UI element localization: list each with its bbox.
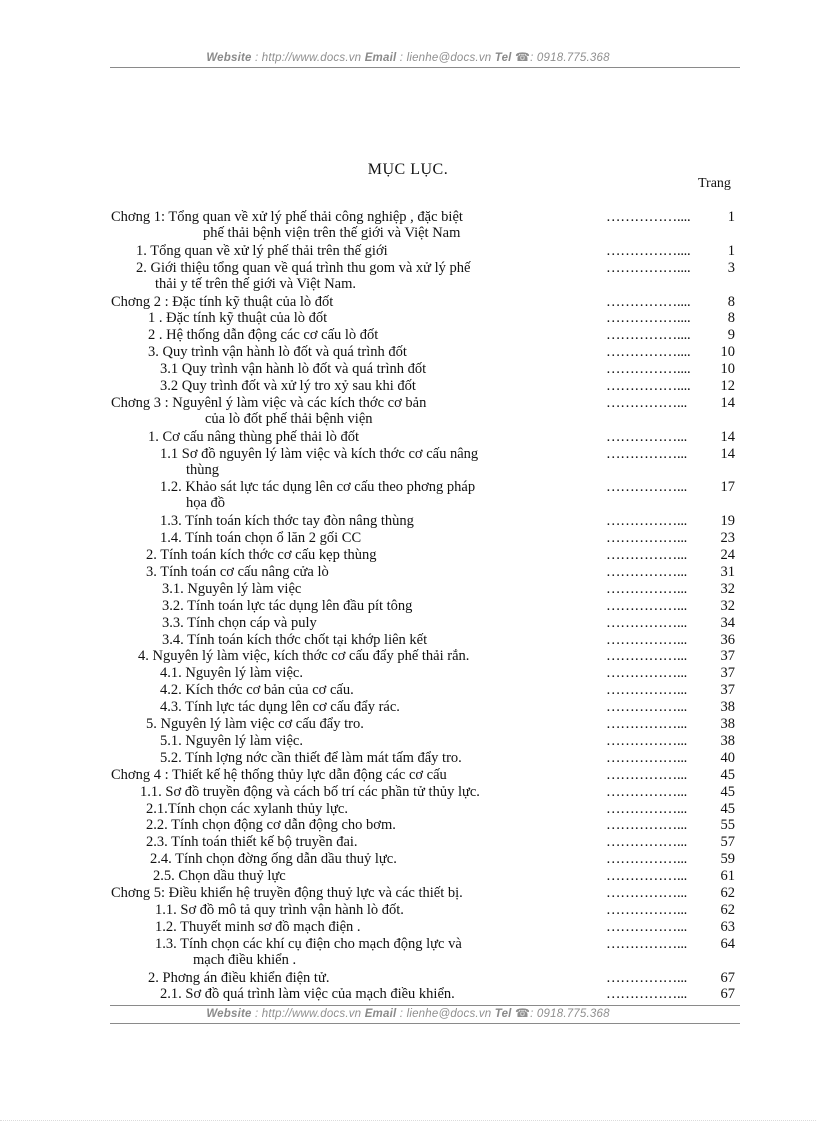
toc-entry-page-number: 59	[720, 851, 735, 868]
tel-label: Tel	[494, 52, 512, 64]
toc-entry-leader-dots: ……………...	[606, 394, 687, 411]
website-label: Website	[206, 52, 252, 64]
toc-entry-page-number: 14	[720, 394, 735, 411]
toc-entry-title-continued: của lò đốt phế thải bệnh viện	[205, 410, 373, 427]
toc-entry-title: Chơng 2 : Đặc tính kỹ thuật của lò đốt	[111, 293, 334, 310]
toc-entry-page-number: 40	[720, 749, 735, 766]
toc-entry-page-number: 45	[720, 800, 735, 817]
toc-entry-page-number: 37	[720, 648, 735, 665]
toc-entry-page-number: 32	[720, 580, 735, 597]
toc-entry-title: 2 . Hệ thống dẫn động các cơ cấu lò đốt	[148, 327, 379, 344]
toc-entry-page-number: 63	[720, 918, 735, 935]
toc-entry-leader-dots: ……………....	[606, 209, 691, 225]
toc-entry-page-number: 19	[720, 513, 735, 530]
toc-entry-page-number: 45	[720, 766, 735, 783]
toc-entry-leader-dots: ……………...	[606, 817, 687, 834]
toc-entry-title: 2. Tính toán kích thớc cơ cấu kẹp thùng	[146, 547, 377, 563]
toc-entry-title: 2.3. Tính toán thiết kế bộ truyền đai.	[146, 834, 358, 851]
website-url[interactable]: http://www.docs.vn	[261, 1008, 362, 1020]
toc-entry-page-number: 1	[727, 242, 735, 259]
toc-entry-leader-dots: ……………...	[606, 766, 687, 783]
toc-entry-title: 1. Cơ cấu nâng thùng phế thải lò đốt	[148, 428, 360, 445]
toc-entry-leader-dots: ……………...	[606, 597, 687, 614]
email-value[interactable]: lienhe@docs.vn	[406, 52, 492, 64]
toc-entry-title: 3. Quy trình vận hành lò đốt và quá trình đốt	[148, 344, 407, 361]
toc-entry-leader-dots: ……………....	[606, 259, 691, 276]
toc-entry-leader-dots: ……………....	[606, 293, 691, 310]
toc-entry-title: 2.5. Chọn dầu thuỷ lực	[153, 868, 286, 885]
toc-entry-title: 1.1 Sơ đồ nguyên lý làm việc và kích thớc cơ cấu nâng	[160, 445, 479, 462]
toc-entry-title: 1.2. Thuyết minh sơ đồ mạch điện .	[155, 918, 361, 935]
toc-entry-page-number: 8	[727, 310, 735, 327]
toc-entry-leader-dots: ……………...	[606, 868, 687, 885]
toc-entry-page-number: 55	[720, 817, 735, 834]
toc-entry-leader-dots: ……………...	[606, 732, 687, 749]
email-label: Email	[364, 1008, 397, 1020]
toc-entry-leader-dots: ……………....	[606, 242, 691, 259]
toc-entry-title: 3. Tính toán cơ cấu nâng cửa lò	[146, 563, 329, 580]
email-value[interactable]: lienhe@docs.vn	[406, 1008, 492, 1020]
toc-entry-page-number: 67	[720, 969, 735, 986]
toc-entry-leader-dots: ……………...	[606, 631, 687, 648]
toc-entry-page-number: 32	[720, 597, 735, 614]
toc-entry-title: 3.2 Quy trình đốt và xử lý tro xỷ sau khi đốt	[160, 378, 416, 394]
toc-entry-leader-dots: ……………...	[606, 800, 687, 817]
toc-entry-title: 1.1. Sơ đồ truyền động và cách bố trí các phần tử thủy lực.	[140, 783, 480, 800]
toc-entry-title: 1. Tổng quan về xử lý phế thải trên thế giới	[136, 242, 388, 259]
toc-entry-leader-dots: ……………...	[606, 834, 687, 851]
toc-entry-leader-dots: ……………...	[606, 682, 687, 699]
toc-entry-leader-dots: ……………...	[606, 716, 687, 732]
toc-entry-leader-dots: ……………...	[606, 918, 687, 935]
email-label: Email	[364, 52, 397, 64]
toc-entry-page-number: 45	[720, 783, 735, 800]
toc-entry-title: 5.1. Nguyên lý làm việc.	[160, 732, 303, 749]
toc-entry-leader-dots: ……………...	[606, 648, 687, 665]
toc-entry-leader-dots: ……………...	[606, 969, 687, 986]
toc-entry-title: 2. Giới thiệu tổng quan về quá trình thu gom và xử lý phế	[136, 259, 471, 276]
toc-entry-page-number: 57	[720, 834, 735, 851]
toc-entry-title: 3.3. Tính chọn cáp và puly	[162, 614, 317, 631]
page-edge-dots	[0, 1120, 816, 1121]
toc-entry-leader-dots: ……………....	[606, 361, 691, 378]
toc-entry-title: Chơng 3 : Nguyênl ý làm việc và các kích thớc cơ bản	[111, 394, 427, 411]
toc-entry-leader-dots: ……………...	[606, 699, 687, 716]
toc-entry-leader-dots: ……………....	[606, 378, 691, 394]
toc-entry-title: 5.2. Tính lợng nớc cần thiết để làm mát tấm đẩy tro.	[160, 749, 462, 766]
tel-value: : 0918.775.368	[530, 1008, 610, 1020]
toc-entry-page-number: 10	[720, 361, 735, 378]
toc-entry-title: 4.2. Kích thớc cơ bản của cơ cấu.	[160, 682, 354, 699]
toc-entry-page-number: 61	[720, 868, 735, 885]
toc-entry-leader-dots: ……………...	[606, 986, 687, 1003]
toc-entry-leader-dots: ……………...	[606, 935, 687, 952]
page-column-label: Trang	[698, 176, 731, 191]
toc-entry-title: 4. Nguyên lý làm việc, kích thớc cơ cấu đẩy phế thải rắn.	[138, 648, 470, 665]
toc-entry-page-number: 10	[720, 344, 735, 361]
toc-entry-title: 3.1. Nguyên lý làm việc	[162, 580, 302, 597]
toc-entry-title: 1.2. Khảo sát lực tác dụng lên cơ cấu theo phơng pháp	[160, 479, 476, 496]
toc-entry-page-number: 67	[720, 986, 735, 1003]
phone-icon: ☎	[514, 50, 531, 64]
toc-entry-title: 3.4. Tính toán kích thớc chốt tại khớp liên kết	[162, 631, 428, 648]
page-title: MỤC LỤC.	[367, 161, 449, 178]
website-url[interactable]: http://www.docs.vn	[261, 52, 362, 64]
toc-entry-title: 2.1. Sơ đồ quá trình làm việc của mạch điều khiển.	[160, 986, 455, 1003]
toc-entry-page-number: 8	[727, 293, 735, 310]
toc-entry-leader-dots: ……………...	[606, 445, 687, 462]
toc-entry-leader-dots: ……………...	[606, 513, 687, 530]
toc-entry-title: 2. Phơng án điều khiển điện tử.	[148, 969, 330, 986]
toc-entry-leader-dots: ……………...	[606, 614, 687, 631]
toc-entry-page-number: 36	[720, 631, 735, 648]
toc-entry-leader-dots: ……………....	[606, 310, 691, 327]
toc-entry-leader-dots: ……………...	[606, 851, 687, 868]
toc-entry-page-number: 37	[720, 682, 735, 699]
toc-entry-leader-dots: ……………....	[606, 327, 691, 344]
toc-entry-title: 3.2. Tính toán lực tác dụng lên đầu pít tông	[162, 597, 413, 614]
toc-entry-title: 2.1.Tính chọn các xylanh thủy lực.	[146, 800, 348, 817]
toc-entry-title: 2.4. Tính chọn đờng ống dẫn dầu thuỷ lực.	[150, 851, 397, 868]
toc-entry-title: 4.1. Nguyên lý làm việc.	[160, 665, 303, 682]
toc-entry-title: 2.2. Tính chọn động cơ dẫn động cho bơm.	[146, 817, 396, 834]
toc-entry-page-number: 38	[720, 716, 735, 732]
toc-entry-title-continued: phế thải bệnh viện trên thế giới và Việt Nam	[203, 225, 461, 241]
toc-entry-page-number: 62	[720, 901, 735, 918]
toc-entry-leader-dots: ……………...	[606, 580, 687, 597]
toc-entry-page-number: 23	[720, 530, 735, 547]
toc-entry-leader-dots: ……………...	[606, 563, 687, 580]
toc-entry-page-number: 62	[720, 885, 735, 901]
toc-entry-leader-dots: ……………....	[606, 344, 691, 361]
toc-entry-title-continued: mạch điều khiển .	[193, 951, 297, 968]
toc-entry-title: 3.1 Quy trình vận hành lò đốt và quá trình đốt	[160, 361, 427, 378]
page-header: Website : http://www.docs.vn Email : lienhe@docs.vn Tel ☎: 0918.775.368	[206, 50, 610, 64]
toc-entry-page-number: 14	[720, 445, 735, 462]
toc-entry-leader-dots: ……………...	[606, 479, 687, 496]
toc-entry-page-number: 34	[720, 614, 735, 631]
toc-entry-title: 1.3. Tính chọn các khí cụ điện cho mạch động lực và	[155, 935, 462, 952]
toc-entry-page-number: 12	[720, 378, 735, 394]
toc-entry-title: Chơng 1: Tổng quan về xử lý phế thải công nghiệp , đặc biệt	[111, 209, 463, 225]
toc-entry-title: 1.1. Sơ đồ mô tả quy trình vận hành lò đốt.	[155, 901, 404, 918]
tel-label: Tel	[494, 1008, 512, 1020]
toc-entry-page-number: 37	[720, 665, 735, 682]
toc-entry-title-continued: thải y tế trên thế giới và Việt Nam.	[155, 275, 357, 292]
toc-entry-title-continued: thùng	[186, 461, 220, 478]
toc-entry-leader-dots: ……………...	[606, 665, 687, 682]
toc-entry-leader-dots: ……………...	[606, 901, 687, 918]
toc-entry-leader-dots: ……………...	[606, 749, 687, 766]
toc-entry-leader-dots: ……………...	[606, 530, 687, 547]
website-label: Website	[206, 1008, 252, 1020]
toc-entry-title: Chơng 5: Điều khiển hệ truyền động thuỷ lực và các thiết bị.	[111, 885, 463, 901]
toc-entry-page-number: 17	[720, 479, 735, 496]
toc-entry-page-number: 9	[727, 327, 735, 344]
tel-value: : 0918.775.368	[530, 52, 610, 64]
toc-entry-title: 1.4. Tính toán chọn ổ lăn 2 gối CC	[160, 530, 362, 547]
toc-entry-leader-dots: ……………...	[606, 783, 687, 800]
page-footer: Website : http://www.docs.vn Email : lienhe@docs.vn Tel ☎: 0918.775.368	[206, 1006, 610, 1020]
toc-entry-title: Chơng 4 : Thiết kế hệ thống thủy lực dẫn động các cơ cấu	[111, 766, 447, 783]
toc-entry-page-number: 31	[720, 563, 735, 580]
toc-entry-page-number: 38	[720, 732, 735, 749]
toc-entry-page-number: 14	[720, 428, 735, 445]
toc-entry-page-number: 38	[720, 699, 735, 716]
toc-entry-title: 5. Nguyên lý làm việc cơ cấu đẩy tro.	[146, 716, 364, 732]
toc-entry-leader-dots: ……………...	[606, 885, 687, 901]
toc-entry-page-number: 1	[727, 209, 735, 225]
toc-entry-page-number: 64	[720, 935, 735, 952]
phone-icon: ☎	[514, 1006, 531, 1020]
toc-entry-page-number: 3	[727, 259, 735, 276]
toc-entry-title: 4.3. Tính lực tác dụng lên cơ cấu đẩy rác.	[160, 699, 400, 716]
toc-entry-page-number: 24	[720, 547, 735, 563]
toc-entry-leader-dots: ……………...	[606, 547, 687, 563]
toc-entry-title: 1.3. Tính toán kích thớc tay đòn nâng thùng	[160, 513, 414, 530]
toc-entry-title: 1 . Đặc tính kỹ thuật của lò đốt	[148, 310, 328, 327]
toc-entry-title-continued: họa đồ	[186, 495, 226, 512]
footer-rule-bottom	[110, 1023, 740, 1024]
toc-entry-leader-dots: ……………...	[606, 428, 687, 445]
